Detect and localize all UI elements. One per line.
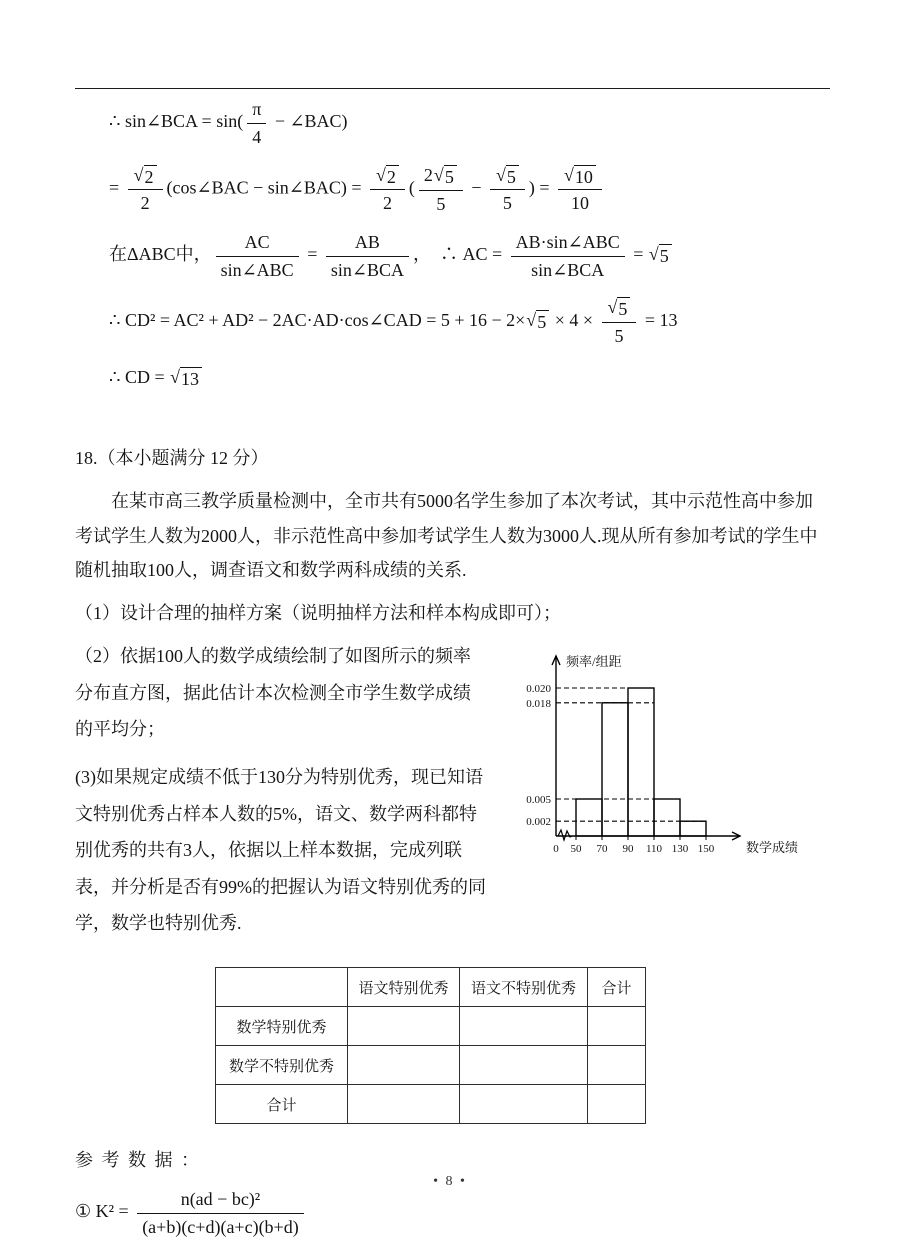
table-row-label: 合计: [216, 1085, 348, 1124]
part2-3-with-figure: [75, 638, 828, 953]
svg-text:数学成绩: 数学成绩: [746, 840, 799, 856]
reference-formula-k2: ① K² = $\frac{\text{n(ad − bc)²}}{(a+b)(c+d)(a+c)(b+d)}$: [75, 1188, 828, 1238]
table-cell: [460, 1085, 588, 1124]
svg-text:0.005: 0.005: [526, 794, 551, 807]
sqrt-expression: √ 10: [564, 165, 596, 188]
svg-text:70: 70: [596, 843, 608, 856]
question-18-header: 18.（本小题满分 12 分）: [75, 448, 269, 469]
reference-data-label: 参 考 数 据 ：: [75, 1150, 201, 1171]
sqrt-expression: √ 5: [496, 165, 519, 188]
svg-text:50: 50: [570, 843, 582, 856]
svg-text:0.020: 0.020: [526, 683, 551, 696]
sqrt-expression: √ 5: [526, 310, 549, 333]
table-cell: [348, 1085, 460, 1124]
page-number: • 8 •: [433, 1174, 467, 1189]
solution-line-4: ∴ CD² = AC² + AD² − 2AC·AD·cos∠CAD = 5 + 16 − 2× √ 5 × 4 × √ 5 5 = 13: [109, 297, 678, 346]
svg-text:0.002: 0.002: [526, 816, 551, 829]
sqrt-expression: √ 5: [434, 165, 457, 188]
table-cell: [460, 1046, 588, 1085]
fraction: √ 5 5: [602, 297, 637, 347]
table-header-cell: 语文不特别优秀: [460, 968, 588, 1007]
fraction: √ 5 5: [490, 165, 525, 215]
table-row-label: 数学特别优秀: [216, 1007, 348, 1046]
sqrt-expression: √ 5: [608, 297, 631, 320]
fraction: $\frac{AC}{\text{sin∠ABC}}$: [216, 231, 299, 281]
table-cell: [588, 1046, 646, 1085]
table-row: [216, 1046, 646, 1085]
solution-line-5: ∴ CD = √ 13: [109, 363, 828, 392]
table-cell: [348, 1007, 460, 1046]
table-cell: [588, 1085, 646, 1124]
table-cell: [588, 1007, 646, 1046]
fraction: $\frac{\text{n(ad − bc)²}}{(a+b)(c+d)(a+c)(b+d)}$: [137, 1188, 304, 1238]
solution-line-1: ∴ sin∠BCA = sin( $\frac{\pi}{4}$ − ∠BAC): [109, 99, 348, 147]
fraction: $\frac{\text{AB·sin∠ABC}}{\text{sin∠BCA}}$: [511, 231, 625, 281]
contingency-table: [215, 967, 646, 1124]
table-header-cell: 语文特别优秀: [348, 968, 460, 1007]
table-cell: [348, 1046, 460, 1085]
svg-text:0: 0: [553, 843, 559, 856]
fraction: 2 √ 5 5: [419, 164, 463, 215]
histogram-figure: [494, 638, 828, 953]
table-row-label: 数学不特别优秀: [216, 1046, 348, 1085]
fraction: √ 2 2: [370, 165, 405, 215]
table-row: [216, 1085, 646, 1124]
svg-text:0.018: 0.018: [526, 698, 551, 711]
svg-text:90: 90: [622, 843, 634, 856]
solution-block: [75, 98, 828, 392]
table-header-row: [216, 968, 646, 1007]
solution-line-2: = √ 2 2 (cos∠BAC − sin∠BAC) = √ 2 2 ( 2 √ 5 5 − √ 5 5 ) = √ 10 10: [109, 164, 828, 215]
question-18-part2: （2）依据100人的数学成绩绘制了如图所示的频率分布直方图，据此估计本次检测全市学生数学成绩的平均分；: [75, 646, 471, 740]
question-18-part3: (3)如果规定成绩不低于130分为特别优秀，现已知语文特别优秀占样本人数的5%，语文、数学两科都特别优秀的共有3人，依据以上样本数据，完成列联表，并分析是否有99%的把握认为语文特别优秀的同学，数学也特别优秀.: [75, 767, 486, 933]
fraction: $\frac{\pi}{4}$: [247, 98, 266, 148]
table-row: [216, 1007, 646, 1046]
table-header-cell: [216, 968, 348, 1007]
left-text-column: [75, 638, 486, 953]
sqrt-expression: √ 5: [649, 244, 672, 267]
table-cell: [460, 1007, 588, 1046]
histogram-svg: [494, 640, 824, 872]
question-18-part1: （1）设计合理的抽样方案（说明抽样方法和样本构成即可）；: [75, 602, 561, 623]
sqrt-expression: √ 2: [134, 165, 157, 188]
fraction: √ 2 2: [128, 165, 163, 215]
sqrt-expression: √ 13: [170, 367, 202, 390]
question-18-intro: 在某市高三教学质量检测中，全市共有5000名学生参加了本次考试，其中示范性高中参加考试学生人数为2000人，非示范性高中参加考试学生人数为3000人.现从所有参加考试的学生中随机抽取100人，调查语文和数学两科成绩的关系.: [75, 491, 818, 581]
svg-text:频率/组距: 频率/组距: [566, 654, 622, 670]
solution-line-3: 在ΔABC中， $\frac{AC}{\text{sin∠ABC}}$ = $\frac{AB}{\text{sin∠BCA}}$ ， ∴ AC = $\frac{\text{AB·sin∠ABC}}{\text{sin∠BCA}}$ = √ 5: [109, 231, 828, 281]
sqrt-expression: √ 2: [376, 165, 399, 188]
table-header-cell: 合计: [588, 968, 646, 1007]
fraction: √ 10 10: [558, 165, 602, 215]
svg-text:150: 150: [697, 843, 715, 856]
header-rule: [75, 88, 830, 89]
svg-text:130: 130: [671, 843, 689, 856]
fraction: $\frac{AB}{\text{sin∠BCA}}$: [326, 231, 409, 281]
svg-text:110: 110: [645, 843, 663, 856]
